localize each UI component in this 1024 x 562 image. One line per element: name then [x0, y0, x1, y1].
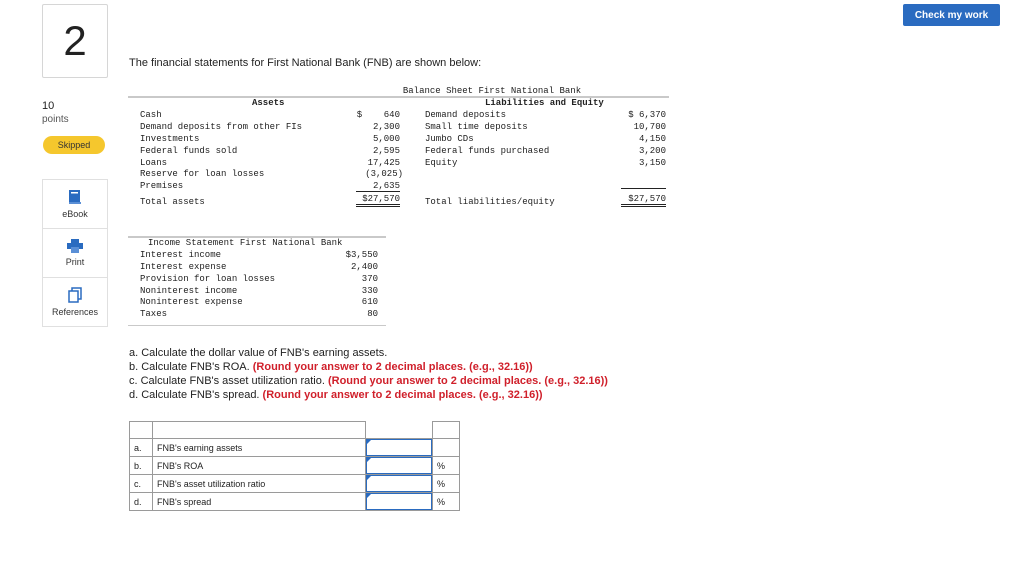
total-liabilities-label: Total liabilities/equity — [425, 197, 555, 207]
income-value: $3,550 — [345, 250, 378, 260]
table-row — [130, 493, 460, 511]
income-label: Taxes — [140, 309, 168, 319]
row-label: FNB's asset utilization ratio — [153, 475, 366, 493]
ebook-label: eBook — [62, 209, 88, 219]
asset-value: 5,000 — [372, 134, 400, 144]
row-letter: d. — [130, 493, 153, 511]
table-row — [130, 439, 460, 457]
total-rule — [621, 188, 666, 189]
income-value: 330 — [361, 286, 378, 296]
question-c: c. Calculate FNB's asset utilization ratio. (Round your answer to 2 decimal places. (e.g., 32.16)) — [129, 375, 608, 387]
liability-label: Small time deposits — [425, 122, 528, 132]
income-label: Interest expense — [140, 262, 227, 272]
balance-sheet-title: Balance Sheet First National Bank — [402, 86, 582, 96]
book-icon — [68, 189, 82, 205]
income-label: Noninterest expense — [140, 297, 243, 307]
income-value: 610 — [361, 297, 378, 307]
earning-assets-input[interactable] — [366, 439, 433, 457]
spread-input[interactable] — [366, 493, 433, 511]
printer-icon — [67, 239, 83, 253]
asset-value: 2,635 — [356, 181, 400, 192]
income-value: 2,400 — [350, 262, 378, 272]
income-statement-title: Income Statement First National Bank — [148, 238, 343, 248]
points-label: points — [42, 114, 69, 125]
asset-label: Investments — [140, 134, 200, 144]
liabilities-header: Liabilities and Equity — [485, 98, 604, 108]
row-label: FNB's earning assets — [153, 439, 366, 457]
liability-label: Equity — [425, 158, 458, 168]
liability-value: 4,150 — [638, 134, 666, 144]
income-value: 370 — [361, 274, 378, 284]
row-letter: b. — [130, 457, 153, 475]
table-row — [130, 475, 460, 493]
row-unit: % — [433, 457, 460, 475]
asset-label: Premises — [140, 181, 184, 191]
question-d: d. Calculate FNB's spread. (Round your answer to 2 decimal places. (e.g., 32.16)) — [129, 389, 543, 401]
row-unit — [433, 439, 460, 457]
liability-value: 3,150 — [638, 158, 666, 168]
points-value: 10 — [42, 100, 55, 112]
asset-value: $ 640 — [356, 110, 400, 120]
assets-header: Assets — [252, 98, 285, 108]
liability-value: 10,700 — [633, 122, 666, 132]
asset-label: Reserve for loan losses — [140, 169, 265, 179]
row-letter: c. — [130, 475, 153, 493]
asset-label: Loans — [140, 158, 168, 168]
ebook-button[interactable] — [42, 179, 108, 229]
liability-label: Demand deposits — [425, 110, 507, 120]
intro-text: The financial statements for First National Bank (FNB) are shown below: — [129, 57, 482, 69]
asset-value: 2,595 — [372, 146, 400, 156]
table-row — [130, 457, 460, 475]
row-label: FNB's spread — [153, 493, 366, 511]
roa-input[interactable] — [366, 457, 433, 475]
row-unit: % — [433, 493, 460, 511]
asset-utilization-input[interactable] — [366, 475, 433, 493]
income-value: 80 — [367, 309, 378, 319]
question-b: b. Calculate FNB's ROA. (Round your answer to 2 decimal places. (e.g., 32.16)) — [129, 361, 533, 373]
status-badge: Skipped — [43, 136, 105, 154]
income-label: Interest income — [140, 250, 222, 260]
total-assets-label: Total assets — [140, 197, 205, 207]
total-liabilities-value: $27,570 — [621, 194, 666, 207]
liability-value: $ 6,370 — [628, 110, 666, 120]
print-label: Print — [65, 257, 85, 267]
asset-value: (3,025) — [365, 169, 403, 179]
income-statement — [128, 236, 386, 326]
print-button[interactable] — [42, 228, 108, 278]
references-button[interactable] — [42, 277, 108, 327]
answer-table — [129, 421, 460, 511]
liability-label: Federal funds purchased — [425, 146, 550, 156]
asset-value: 2,300 — [372, 122, 400, 132]
row-unit: % — [433, 475, 460, 493]
row-label: FNB's ROA — [153, 457, 366, 475]
asset-label: Cash — [140, 110, 162, 120]
asset-label: Demand deposits from other FIs — [140, 122, 303, 132]
references-label: References — [51, 307, 99, 317]
references-icon — [68, 287, 82, 303]
liability-value: 3,200 — [638, 146, 666, 156]
total-assets-value: $27,570 — [356, 194, 400, 207]
question-a: a. Calculate the dollar value of FNB's earning assets. — [129, 347, 388, 359]
income-label: Noninterest income — [140, 286, 238, 296]
check-my-work-button[interactable]: Check my work — [903, 4, 1000, 26]
liability-label: Jumbo CDs — [425, 134, 474, 144]
question-number: 2 — [42, 4, 108, 78]
income-label: Provision for loan losses — [140, 274, 276, 284]
asset-value: 17,425 — [367, 158, 400, 168]
balance-sheet — [128, 96, 669, 208]
row-letter: a. — [130, 439, 153, 457]
asset-label: Federal funds sold — [140, 146, 238, 156]
